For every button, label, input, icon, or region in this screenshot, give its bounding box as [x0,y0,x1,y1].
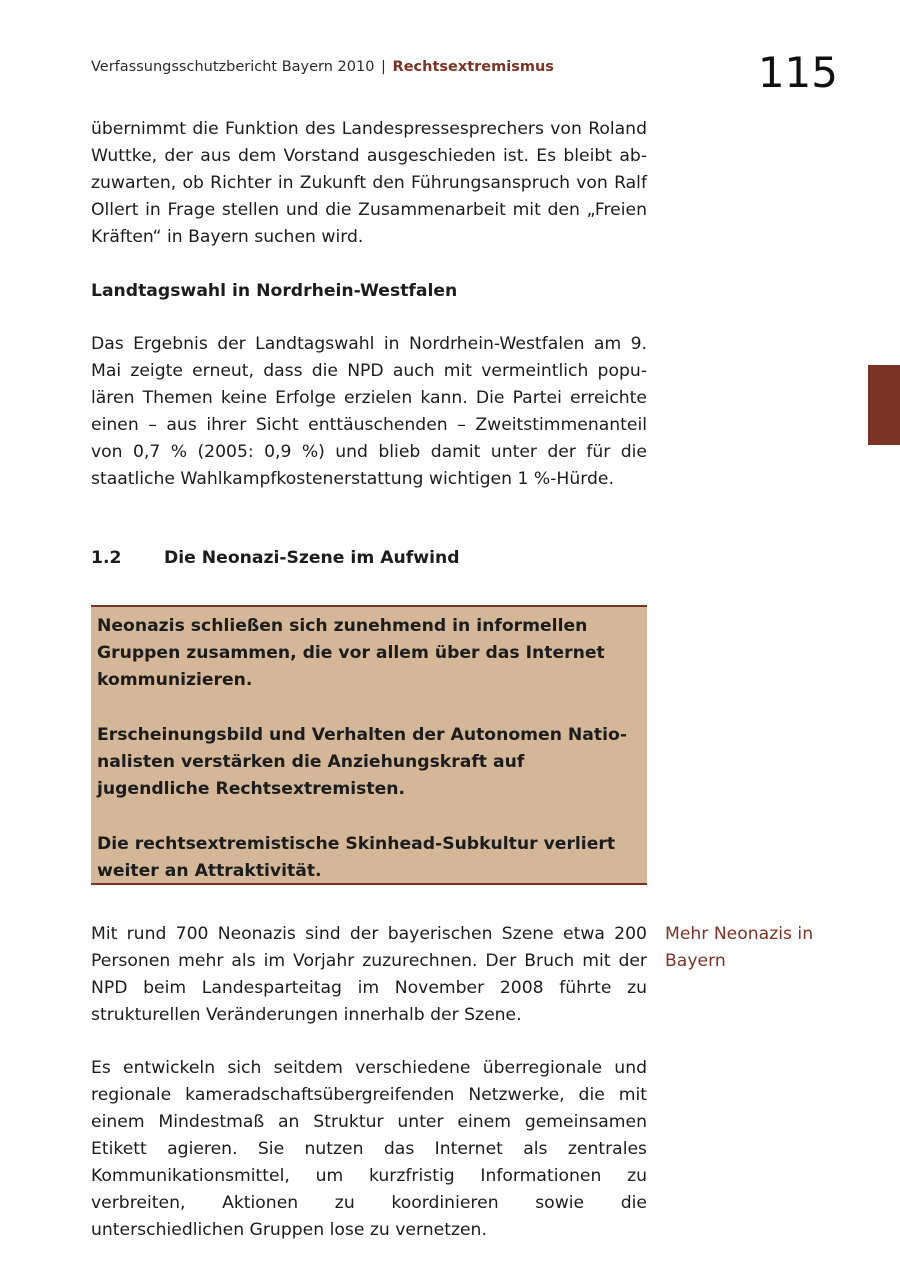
paragraph-landtagswahl: Das Ergebnis der Landtagswahl in Nordrhein-Westfalen am 9. Mai zeigte erneut, dass die NPD auch mit vermeintlich populären Themen keine Erfolge erzielen kann. Die Partei erreichte einen – aus ihrer Sicht enttäuschenden – Zweitstimmenanteil von 0,7 % (2005: 0,9 %) und blieb damit unter der für die staatliche Wahlkampfkostenerstattung wichtigen 1 %-Hürde. [91,334,647,489]
summary-point: Erscheinungsbild und Verhalten der Autonomen Nationalisten verstärken die Anziehungskraft auf jugendliche Rechtsextremisten. [97,725,627,799]
header-section-name: Rechtsextremismus [392,59,554,75]
chapter-thumb-tab [868,365,900,445]
page-number: 115 [757,48,838,97]
margin-note: Mehr Neonazis in Bayern [665,924,814,971]
paragraph-neonazis: Mit rund 700 Neonazis sind der bayerischen Szene etwa 200 Personen mehr als im Vorjahr zuzurechnen. Der Bruch mit der NPD beim Landesparteitag im November 2008 führte zu strukturellen Veränderungen innerhalb der Szene. [91,924,647,1025]
summary-point: Die rechtsextremistische Skinhead-Subkultur verliert weiter an Attraktivität. [97,834,616,881]
summary-box [91,605,647,885]
running-header [91,59,554,75]
header-separator: | [381,59,386,75]
section-number: 1.2 [91,548,122,568]
subheading-landtagswahl: Landtagswahl in Nordrhein-Westfalen [91,281,458,301]
publication-title: Verfassungsschutzbericht Bayern 2010 [91,59,375,75]
summary-point: Neonazis schließen sich zunehmend in informellen Gruppen zusammen, die vor allem über das Internet kommunizieren. [97,616,605,690]
section-heading [91,545,460,572]
paragraph-netzwerke: Es entwickeln sich seitdem verschiedene überregionale und regionale kameradschaftsübergreifenden Netzwerke, die mit einem Mindestmaß an Struktur unter einem gemeinsamen Etikett agieren. Sie nutzen das Internet als zentrales Kommunikationsmittel, um kurzfristig Informationen zu verbreiten, Aktionen zu koordinieren sowie die unterschiedlichen Gruppen lose zu vernetzen. [91,1058,647,1240]
section-title: Die Neonazi-Szene im Aufwind [164,548,460,568]
paragraph-continuation: übernimmt die Funktion des Landespressesprechers von Roland Wuttke, der aus dem Vorstand ausgeschieden ist. Es bleibt abzuwarten, ob Richter in Zukunft den Führungsanspruch von Ralf Ollert in Frage stellen und die Zusammenarbeit mit den „Freien Kräften“ in Bayern suchen wird. [91,119,647,247]
